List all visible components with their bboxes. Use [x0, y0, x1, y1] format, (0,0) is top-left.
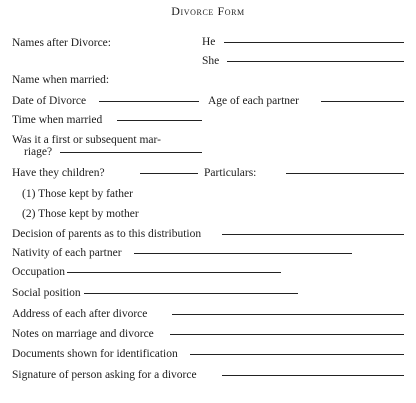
age-of-each-partner-label: Age of each partner: [208, 95, 299, 107]
have-children-label: Have they children?: [12, 167, 105, 179]
address-after-divorce-label: Address of each after divorce: [12, 308, 148, 320]
form-title: Divorce Form: [171, 4, 245, 18]
social-position-line[interactable]: [84, 293, 298, 294]
age-of-each-partner-line[interactable]: [321, 101, 404, 102]
signature-line[interactable]: [222, 375, 404, 376]
she-field-line[interactable]: [227, 61, 404, 62]
names-after-divorce-label: Names after Divorce:: [12, 37, 111, 49]
documents-shown-label: Documents shown for identification: [12, 348, 178, 360]
address-after-divorce-line[interactable]: [172, 314, 404, 315]
date-of-divorce-line[interactable]: [99, 101, 199, 102]
signature-label: Signature of person asking for a divorce: [12, 369, 197, 381]
have-children-line[interactable]: [140, 173, 198, 174]
date-of-divorce-label: Date of Divorce: [12, 95, 87, 107]
nativity-line[interactable]: [134, 253, 352, 254]
first-or-subsequent-label-line2: riage?: [24, 146, 53, 158]
notes-on-marriage-line[interactable]: [170, 334, 404, 335]
name-when-married-label: Name when married:: [12, 74, 110, 86]
nativity-label: Nativity of each partner: [12, 247, 122, 259]
she-label: She: [202, 55, 220, 67]
first-or-subsequent-line[interactable]: [60, 152, 202, 153]
time-when-married-label: Time when married: [12, 114, 103, 126]
time-when-married-line[interactable]: [117, 120, 202, 121]
particulars-line[interactable]: [286, 173, 404, 174]
first-or-subsequent-label-line1: Was it a first or subsequent mar-: [12, 134, 161, 146]
particulars-label: Particulars:: [204, 167, 257, 179]
occupation-line[interactable]: [67, 272, 281, 273]
documents-shown-line[interactable]: [190, 354, 404, 355]
kept-by-mother-label: (2) Those kept by mother: [22, 208, 139, 220]
kept-by-father-label: (1) Those kept by father: [22, 188, 133, 200]
decision-of-parents-label: Decision of parents as to this distribution: [12, 228, 202, 240]
he-label: He: [202, 36, 216, 48]
notes-on-marriage-label: Notes on marriage and divorce: [12, 328, 154, 340]
occupation-label: Occupation: [12, 266, 66, 278]
decision-of-parents-line[interactable]: [222, 234, 404, 235]
social-position-label: Social position: [12, 287, 81, 299]
he-field-line[interactable]: [224, 42, 404, 43]
